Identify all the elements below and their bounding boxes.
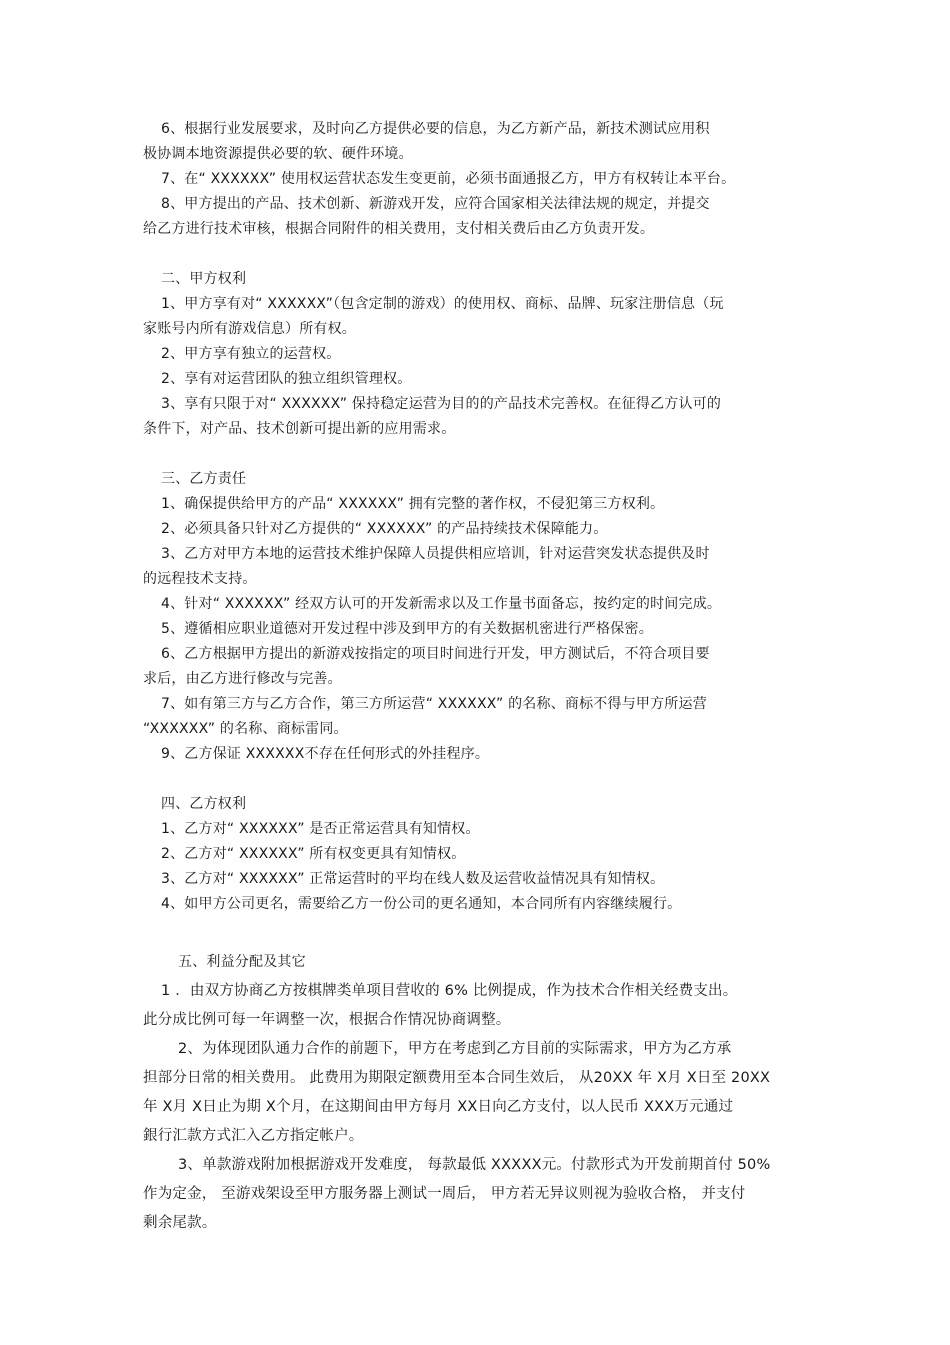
clause-3-2: 2、必须具备只针对乙方提供的“ XXXXXX” 的产品持续技术保障能力。 <box>161 521 608 537</box>
clause-5-3-line-2: 作为定金， 至游戏架设至甲方服务器上测试一周后， 甲方若无异议则视为验收合格， 并支付 <box>143 1186 746 1202</box>
clause-4-3: 3、乙方对“ XXXXXX” 正常运营时的平均在线人数及运营收益情况具有知情权。 <box>161 871 665 887</box>
clause-5-2-line-2: 担部分日常的相关费用。 此费用为期限定额费用至本合同生效后， 从20XX 年 X月 X日至 20XX <box>143 1070 771 1086</box>
clause-5-2-line-3: 年 X月 X日止为期 X个月，在这期间由甲方每月 XX日向乙方支付，以人民币 XXX万元通过 <box>143 1099 734 1115</box>
clause-4-1: 1、乙方对“ XXXXXX” 是否正常运营具有知情权。 <box>161 821 480 837</box>
section-heading-3: 三、乙方责任 <box>161 471 247 487</box>
clause-1-6-line-2: 极协调本地资源提供必要的软、硬件环境。 <box>143 146 413 162</box>
section-heading-4: 四、乙方权利 <box>161 796 247 812</box>
clause-3-6-line-2: 求后，由乙方进行修改与完善。 <box>143 671 342 687</box>
clause-2-1-line-1: 1、甲方享有对“ XXXXXX”（包含定制的游戏）的使用权、商标、品牌、玩家注册信息（玩 <box>161 296 724 312</box>
clause-5-1-line-2: 此分成比例可每一年调整一次，根据合作情况协商调整。 <box>143 1012 511 1028</box>
section-heading-2: 二、甲方权利 <box>161 271 247 287</box>
clause-5-2-line-4: 銀行汇款方式汇入乙方指定帐户。 <box>143 1128 364 1144</box>
clause-4-4: 4、如甲方公司更名，需要给乙方一份公司的更名通知，本合同所有内容继续履行。 <box>161 896 682 912</box>
clause-3-3-line-1: 3、乙方对甲方本地的运营技术维护保障人员提供相应培训，针对运营突发状态提供及时 <box>161 546 710 562</box>
clause-2-1-line-2: 家账号内所有游戏信息）所有权。 <box>143 321 356 337</box>
clause-3-7-line-2: “XXXXXX” 的名称、商标雷同。 <box>143 721 348 737</box>
clause-4-2: 2、乙方对“ XXXXXX” 所有权变更具有知情权。 <box>161 846 466 862</box>
clause-2-3-line-2: 条件下，对产品、技术创新可提出新的应用需求。 <box>143 421 456 437</box>
clause-2-2b: 2、享有对运营团队的独立组织管理权。 <box>161 371 412 387</box>
clause-3-5: 5、遵循相应职业道德对开发过程中涉及到甲方的有关数据机密进行严格保密。 <box>161 621 653 637</box>
clause-5-3-line-1: 3、单款游戏附加根据游戏开发难度， 每款最低 XXXXX元。付款形式为开发前期首付 50% <box>178 1157 771 1173</box>
clause-3-7-line-1: 7、如有第三方与乙方合作，第三方所运营“ XXXXXX” 的名称、商标不得与甲方所运营 <box>161 696 707 712</box>
clause-3-6-line-1: 6、乙方根据甲方提出的新游戏按指定的项目时间进行开发，甲方测试后，不符合项目要 <box>161 646 710 662</box>
clause-5-2-line-1: 2、为体现团队通力合作的前题下，甲方在考虑到乙方目前的实际需求，甲方为乙方承 <box>178 1041 732 1057</box>
clause-2-3-line-1: 3、享有只限于对“ XXXXXX” 保持稳定运营为目的的产品技术完善权。在征得乙方认可的 <box>161 396 722 412</box>
clause-3-4: 4、针对“ XXXXXX” 经双方认可的开发新需求以及工作量书面备忘，按约定的时间完成。 <box>161 596 722 612</box>
clause-3-1: 1、确保提供给甲方的产品“ XXXXXX” 拥有完整的著作权，不侵犯第三方权利。 <box>161 496 665 512</box>
clause-5-1-line-1: 1 ．由双方协商乙方按棋牌类单项目营收的 6% 比例提成，作为技术合作相关经费支出。 <box>161 983 738 999</box>
clause-1-6-line-1: 6、根据行业发展要求，及时向乙方提供必要的信息，为乙方新产品，新技术测试应用积 <box>161 121 710 137</box>
clause-3-9: 9、乙方保证 XXXXXX不存在任何形式的外挂程序。 <box>161 746 490 762</box>
section-heading-5: 五、利益分配及其它 <box>178 954 306 970</box>
clause-1-7: 7、在“ XXXXXX” 使用权运营状态发生变更前，必须书面通报乙方，甲方有权转让本平台。 <box>161 171 736 187</box>
clause-1-8-line-1: 8、甲方提出的产品、技术创新、新游戏开发，应符合国家相关法律法规的规定，并提交 <box>161 196 710 212</box>
clause-5-3-line-3: 剩余尾款。 <box>143 1215 217 1231</box>
clause-1-8-line-2: 给乙方进行技术审核，根据合同附件的相关费用，支付相关费后由乙方负责开发。 <box>143 221 655 237</box>
clause-2-2a: 2、甲方享有独立的运营权。 <box>161 346 341 362</box>
clause-3-3-line-2: 的远程技术支持。 <box>143 571 257 587</box>
